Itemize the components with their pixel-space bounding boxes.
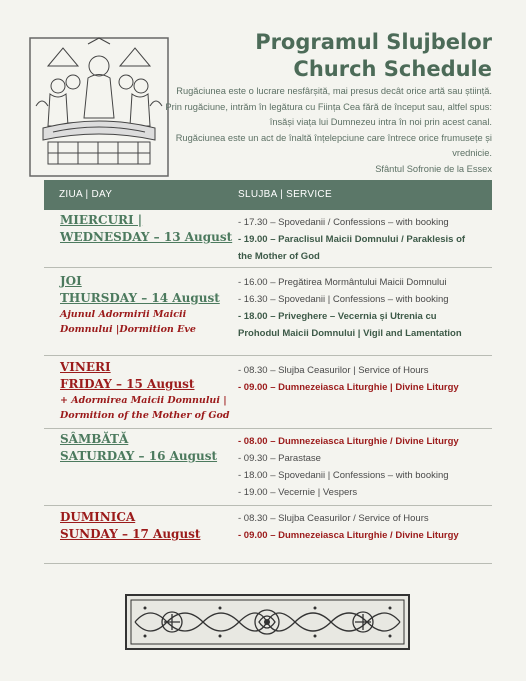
- header-service: SLUJBA | SERVICE: [238, 189, 332, 200]
- service-item: - 08.30 – Slujba Ceasurilor | Service of Hours: [238, 365, 429, 376]
- quote-author: Sfântul Sofronie de la Essex: [375, 163, 492, 174]
- feast-note: Domnului |Dormition Eve: [60, 324, 196, 335]
- row-divider: [44, 563, 492, 564]
- service-item: - 16.30 – Spovedanii | Confessions – with booking: [238, 294, 449, 305]
- services-saturday: [238, 433, 492, 501]
- day-friday: [60, 359, 230, 423]
- service-item: - 19.00 – Vecernie | Vespers: [238, 487, 358, 498]
- day-name-ro: SÂMBĂTĂ: [60, 432, 129, 446]
- day-saturday: [60, 431, 217, 465]
- title-english: Church Schedule: [293, 57, 492, 81]
- service-item: - 09.30 – Parastase: [238, 453, 321, 464]
- day-name-ro: DUMINICA: [60, 510, 136, 524]
- day-thursday: [60, 273, 220, 337]
- services-thursday: [238, 274, 492, 342]
- day-wednesday: [60, 212, 232, 246]
- service-item: - 18.00 – Priveghere – Vecernia și Utrenia cu: [238, 311, 437, 322]
- schedule-header: [44, 180, 492, 210]
- feast-note: Ajunul Adormirii Maicii: [60, 309, 187, 320]
- row-divider: [44, 428, 492, 429]
- services-sunday: [238, 510, 492, 544]
- title-romanian: Programul Slujbelor: [255, 30, 492, 54]
- day-name-ro: VINERI: [60, 360, 111, 374]
- day-name-en: FRIDAY – 15 August: [60, 377, 195, 391]
- service-item: - 09.00 – Dumnezeiasca Liturghie | Divine Liturgy: [238, 382, 459, 393]
- header-day: ZIUA | DAY: [59, 189, 113, 200]
- dormition-icon: [28, 36, 170, 178]
- quote-line: însăși viața lui Dumnezeu intra în noi prin acest canal.: [269, 117, 492, 128]
- quote-block: [158, 84, 492, 178]
- day-sunday: [60, 509, 200, 543]
- quote-line: Prin rugăciune, intrăm în legătura cu Ființa Cea fără de început sau, altfel spus:: [165, 101, 492, 112]
- service-item: - 16.00 – Pregătirea Mormântului Maicii Domnului: [238, 277, 447, 288]
- ornament-band: [125, 594, 410, 650]
- feast-note: Dormition of the Mother of God: [60, 410, 230, 421]
- services-friday: [238, 362, 492, 396]
- day-name-en: SUNDAY – 17 August: [60, 527, 201, 541]
- service-item: - 19.00 – Paraclisul Maicii Domnului / Paraklesis of: [238, 234, 466, 245]
- feast-note: + Adormirea Maicii Domnului |: [60, 395, 227, 406]
- row-divider: [44, 267, 492, 268]
- quote-line: Rugăciunea este un act de înaltă înțelepciune care întrece orice frumusețe și: [175, 132, 492, 143]
- service-item: Prohodul Maicii Domnului | Vigil and Lamentation: [238, 328, 462, 339]
- day-name-en: WEDNESDAY – 13 August: [60, 230, 233, 244]
- service-item: - 08.00 – Dumnezeiasca Liturghie / Divine Liturgy: [238, 436, 459, 447]
- row-divider: [44, 355, 492, 356]
- service-item: the Mother of God: [238, 251, 320, 262]
- service-item: - 17.30 – Spovedanii / Confessions – with booking: [238, 217, 449, 228]
- service-item: - 09.00 – Dumnezeiasca Liturghie / Divine Liturgy: [238, 530, 459, 541]
- day-name-en: THURSDAY – 14 August: [60, 291, 220, 305]
- service-item: - 08.30 – Slujba Ceasurilor / Service of Hours: [238, 513, 429, 524]
- day-name-en: SATURDAY – 16 August: [60, 449, 218, 463]
- quote-line: Rugăciunea este o lucrare nesfârșită, mai presus decât orice artă sau știință.: [176, 86, 492, 96]
- day-name-ro: JOI: [60, 274, 82, 288]
- day-name-ro: MIERCURI |: [60, 213, 143, 227]
- service-item: - 18.00 – Spovedanii | Confessions – with booking: [238, 470, 449, 481]
- row-divider: [44, 505, 492, 506]
- quote-line: vrednicie.: [452, 148, 492, 159]
- services-wednesday: [238, 214, 492, 265]
- page-title: [180, 29, 492, 83]
